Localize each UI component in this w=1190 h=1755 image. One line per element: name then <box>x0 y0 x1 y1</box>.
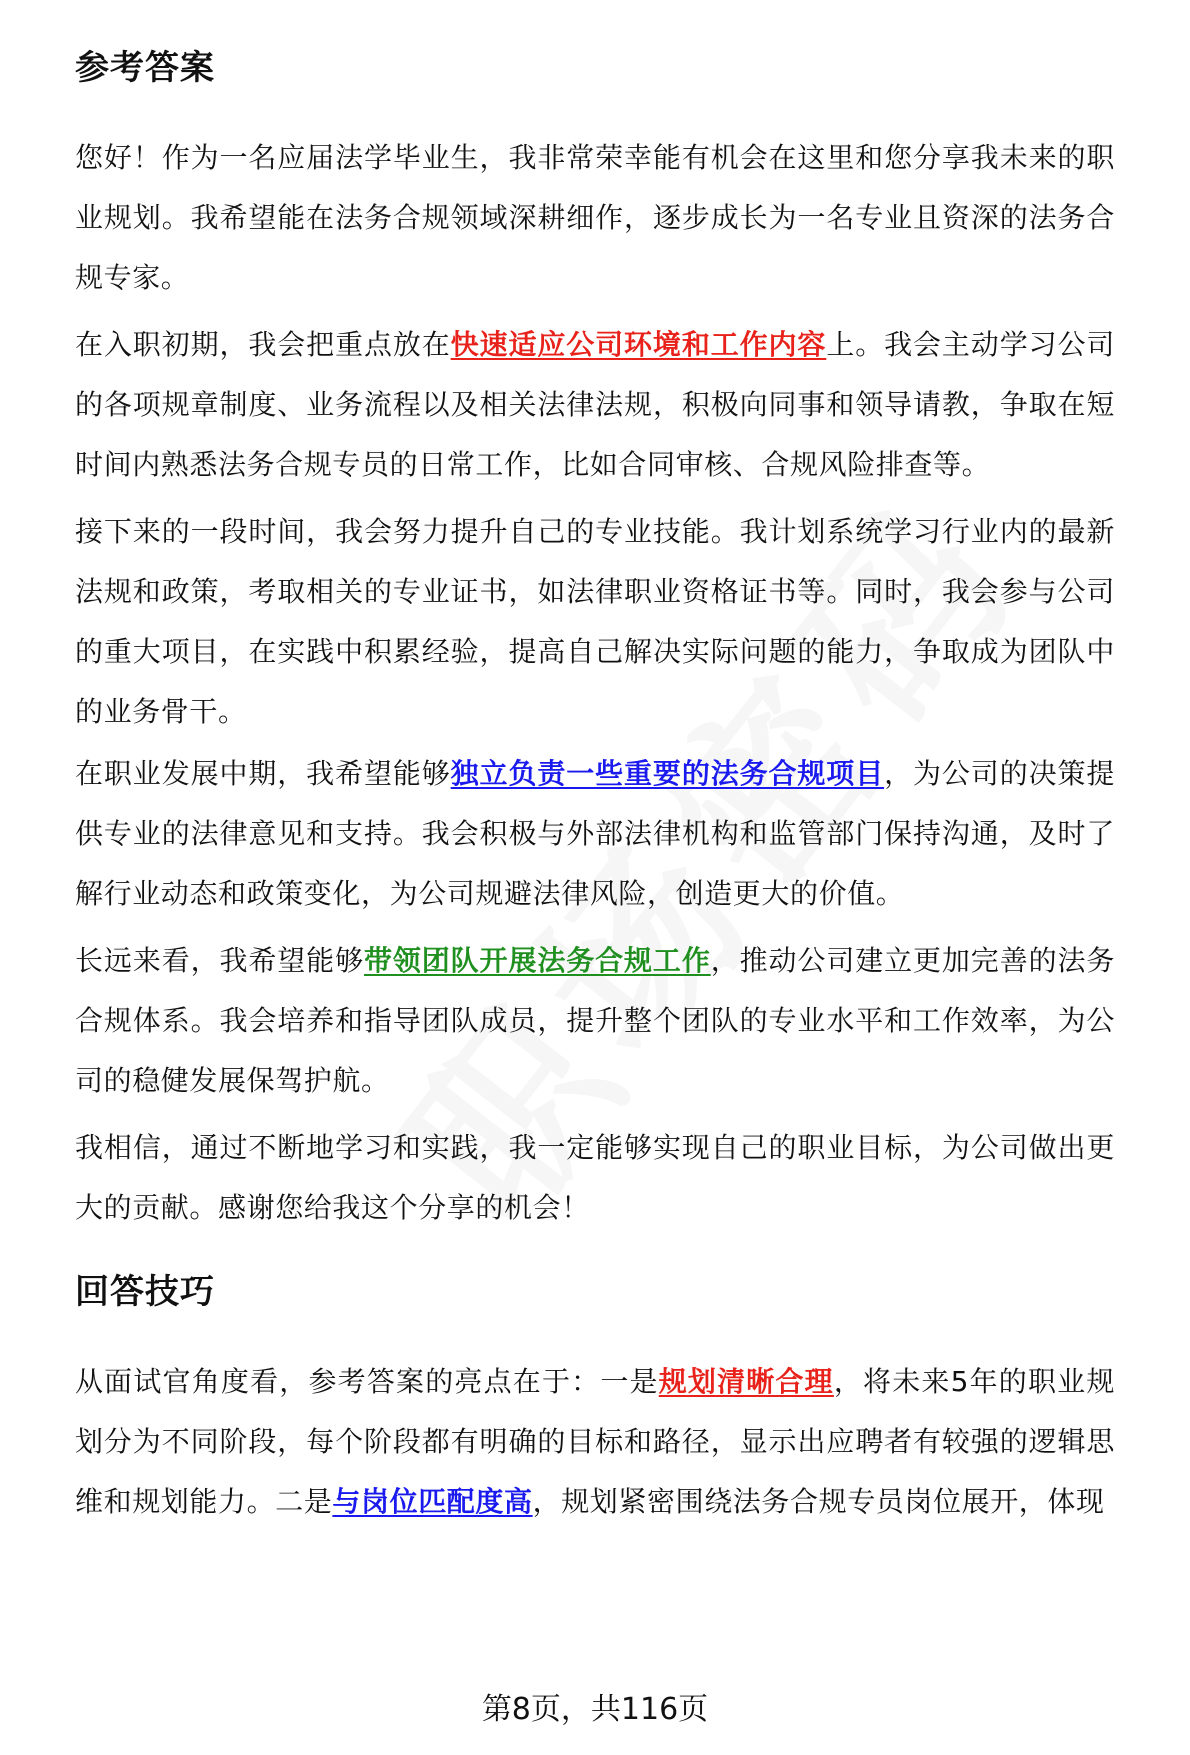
paragraph-mid-stage <box>75 744 1115 924</box>
section-title-answer-tips: 回答技巧 <box>75 1272 215 1312</box>
body-text: ，将未来5年的职业规划分为不同阶段，每个阶段都有明确的目标和路径，显示出应聘者有较强的逻辑思维和规划能力。二是 <box>75 1365 1115 1518</box>
body-text: ，规划紧密围绕法务合规专员岗位展开，体现 <box>532 1485 1105 1518</box>
paragraph-skill-building <box>75 502 1115 742</box>
page-number: 第8页，共116页 <box>481 1692 709 1727</box>
body-text: 从面试官角度看，参考答案的亮点在于：一是 <box>75 1365 659 1398</box>
highlighted-phrase: 规划清晰合理 <box>658 1365 834 1398</box>
section-title-reference-answer: 参考答案 <box>75 48 215 88</box>
body-text: 我相信，通过不断地学习和实践，我一定能够实现自己的职业目标，为公司做出更大的贡献。感谢您给我这个分享的机会！ <box>75 1131 1115 1224</box>
highlighted-phrase: 快速适应公司环境和工作内容 <box>450 328 827 361</box>
highlighted-phrase: 与岗位匹配度高 <box>332 1485 533 1518</box>
paragraph-conclusion <box>75 1118 1115 1238</box>
body-text: ，推动公司建立更加完善的法务合规体系。我会培养和指导团队成员，提升整个团队的专业水平和工作效率，为公司的稳健发展保驾护航。 <box>75 944 1115 1097</box>
body-text: 在入职初期，我会把重点放在 <box>75 328 451 361</box>
body-text: 上。我会主动学习公司的各项规章制度、业务流程以及相关法律法规，积极向同事和领导请教，争取在短时间内熟悉法务合规专员的日常工作，比如合同审核、合规风险排查等。 <box>75 328 1115 481</box>
paragraph-tips <box>75 1352 1115 1532</box>
body-text: 在职业发展中期，我希望能够 <box>75 757 451 790</box>
body-text: 您好！作为一名应届法学毕业生，我非常荣幸能有机会在这里和您分享我未来的职业规划。我希望能在法务合规领域深耕细作，逐步成长为一名专业且资深的法务合规专家。 <box>75 141 1115 294</box>
paragraph-long-term <box>75 931 1115 1111</box>
body-text: 接下来的一段时间，我会努力提升自己的专业技能。我计划系统学习行业内的最新法规和政策，考取相关的专业证书，如法律职业资格证书等。同时，我会参与公司的重大项目，在实践中积累经验，提高自己解决实际问题的能力，争取成为团队中的业务骨干。 <box>75 515 1115 728</box>
paragraph-intro <box>75 128 1115 308</box>
body-text: 长远来看，我希望能够 <box>75 944 364 977</box>
paragraph-early-stage <box>75 315 1115 495</box>
body-text: ，为公司的决策提供专业的法律意见和支持。我会积极与外部法律机构和监管部门保持沟通，及时了解行业动态和政策变化，为公司规避法律风险，创造更大的价值。 <box>75 757 1115 910</box>
highlighted-phrase: 带领团队开展法务合规工作 <box>363 944 711 977</box>
highlighted-phrase: 独立负责一些重要的法务合规项目 <box>450 757 885 790</box>
